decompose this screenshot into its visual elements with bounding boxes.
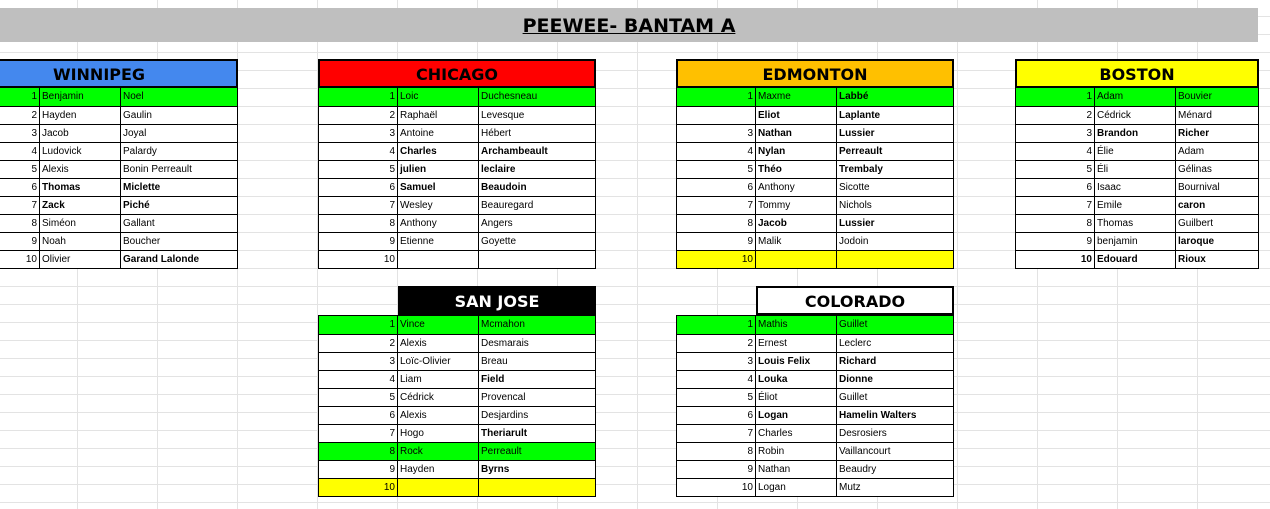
cell-number[interactable]: 6 [677, 179, 756, 196]
cell-last-name[interactable]: Piché [123, 200, 150, 211]
cell-last-name[interactable]: Perreault [481, 446, 522, 457]
cell-first-name[interactable]: Raphaël [398, 107, 479, 124]
cell-first-name[interactable]: Élie [1095, 143, 1176, 160]
cell-number[interactable]: 10 [677, 479, 756, 496]
table-row[interactable] [677, 460, 953, 478]
cell-number[interactable]: 5 [319, 389, 398, 406]
cell-number[interactable]: 9 [677, 461, 756, 478]
cell-number[interactable]: 10 [319, 251, 398, 268]
team-header-chicago[interactable]: CHICAGO [318, 59, 596, 88]
cell-number[interactable]: 8 [319, 215, 398, 232]
cell-last-name[interactable]: Labbé [839, 91, 869, 102]
cell-number[interactable]: 4 [319, 143, 398, 160]
cell-first-name[interactable]: Ernest [756, 335, 837, 352]
cell-last-name[interactable]: Guillet [839, 392, 868, 403]
cell-first-name[interactable] [398, 479, 479, 496]
cell-first-name[interactable] [756, 251, 837, 268]
sheet-title-bar [0, 8, 1258, 42]
roster-chicago [318, 88, 596, 269]
table-row[interactable] [1016, 142, 1258, 160]
cell-last-name[interactable]: Joyal [123, 128, 147, 139]
cell-last-name[interactable]: Guillet [839, 319, 868, 330]
cell-last-name[interactable]: Richard [839, 356, 877, 367]
table-row[interactable] [677, 478, 953, 496]
table-row[interactable] [0, 250, 237, 268]
cell-first-name[interactable]: Maxme [756, 88, 837, 106]
cell-last-name[interactable]: Sicotte [839, 182, 870, 193]
table-row[interactable] [319, 160, 595, 178]
roster-edmonton [676, 88, 954, 269]
cell-number[interactable]: 8 [0, 215, 40, 232]
cell-last-name[interactable]: Archambeault [481, 146, 548, 157]
cell-number[interactable]: 10 [0, 251, 40, 268]
cell-last-name[interactable]: Provencal [481, 392, 526, 403]
cell-last-name[interactable]: Beaudry [839, 464, 877, 475]
cell-last-name[interactable]: leclaire [481, 164, 516, 175]
cell-first-name[interactable]: Liam [398, 371, 479, 388]
table-row[interactable] [0, 160, 237, 178]
cell-number[interactable]: 8 [319, 443, 398, 460]
cell-number[interactable]: 2 [0, 107, 40, 124]
cell-number[interactable]: 7 [0, 197, 40, 214]
team-header-boston[interactable]: BOSTON [1015, 59, 1259, 88]
table-row[interactable] [1016, 178, 1258, 196]
cell-number[interactable]: 6 [0, 179, 40, 196]
cell-last-name[interactable]: Palardy [123, 146, 157, 157]
cell-first-name[interactable]: Alexis [398, 335, 479, 352]
cell-last-name[interactable]: Dionne [839, 374, 873, 385]
cell-first-name[interactable]: Hogo [398, 425, 479, 442]
cell-first-name[interactable]: Isaac [1095, 179, 1176, 196]
table-row[interactable] [1016, 250, 1258, 268]
cell-first-name[interactable]: Nathan [756, 461, 837, 478]
cell-last-name[interactable]: Guilbert [1178, 218, 1214, 229]
cell-number[interactable]: 4 [0, 143, 40, 160]
cell-first-name[interactable]: Adam [1095, 88, 1176, 106]
table-row[interactable] [677, 160, 953, 178]
table-row[interactable] [0, 196, 237, 214]
team-chicago [318, 59, 596, 269]
cell-last-name[interactable]: Byrns [481, 464, 510, 475]
cell-number[interactable]: 9 [319, 233, 398, 250]
table-row[interactable] [319, 250, 595, 268]
cell-first-name[interactable]: Ludovick [40, 143, 121, 160]
team-header-san-jose[interactable]: SAN JOSE [398, 286, 596, 315]
table-row[interactable] [0, 232, 237, 250]
table-row[interactable] [1016, 232, 1258, 250]
table-row[interactable] [1016, 88, 1258, 106]
cell-last-name[interactable]: laroque [1178, 236, 1215, 247]
table-row[interactable] [677, 124, 953, 142]
cell-first-name[interactable]: Nylan [756, 143, 837, 160]
cell-first-name[interactable]: Edouard [1095, 251, 1176, 268]
cell-first-name[interactable]: Loïc-Olivier [398, 353, 479, 370]
table-row[interactable] [319, 424, 595, 442]
table-row[interactable] [319, 142, 595, 160]
cell-last-name[interactable]: Miclette [123, 182, 161, 193]
table-row[interactable] [319, 178, 595, 196]
cell-number[interactable]: 9 [677, 233, 756, 250]
table-row[interactable] [677, 442, 953, 460]
cell-number[interactable]: 4 [1016, 143, 1095, 160]
cell-last-name[interactable]: Desrosiers [839, 428, 887, 439]
cell-number[interactable]: 8 [1016, 215, 1095, 232]
cell-first-name[interactable]: Brandon [1095, 125, 1176, 142]
cell-number[interactable]: 7 [319, 197, 398, 214]
roster-san-jose [318, 315, 596, 497]
cell-number[interactable]: 3 [677, 125, 756, 142]
table-row[interactable] [677, 424, 953, 442]
table-row[interactable] [677, 178, 953, 196]
table-row[interactable] [677, 370, 953, 388]
cell-last-name[interactable]: Vaillancourt [839, 446, 891, 457]
table-row[interactable] [319, 106, 595, 124]
cell-first-name[interactable]: Rock [398, 443, 479, 460]
cell-first-name[interactable]: Cédrick [1095, 107, 1176, 124]
cell-last-name[interactable]: Rioux [1178, 254, 1206, 265]
roster-winnipeg [0, 88, 238, 269]
cell-last-name[interactable]: Perreault [839, 146, 883, 157]
cell-first-name[interactable]: Mathis [756, 316, 837, 334]
table-row[interactable] [677, 142, 953, 160]
cell-last-name[interactable]: Trembaly [839, 164, 883, 175]
cell-number[interactable]: 3 [0, 125, 40, 142]
cell-first-name[interactable]: Thomas [40, 179, 121, 196]
table-row[interactable] [677, 406, 953, 424]
table-row[interactable] [677, 334, 953, 352]
cell-last-name[interactable] [837, 251, 953, 268]
cell-first-name[interactable]: Anthony [398, 215, 479, 232]
cell-first-name[interactable]: Logan [756, 479, 837, 496]
cell-number[interactable]: 5 [677, 161, 756, 178]
team-boston [1015, 59, 1259, 269]
cell-first-name[interactable]: benjamin [1095, 233, 1176, 250]
cell-number[interactable]: 10 [1016, 251, 1095, 268]
table-row[interactable] [0, 106, 237, 124]
table-row[interactable] [677, 352, 953, 370]
cell-last-name[interactable]: Theriarult [481, 428, 528, 439]
cell-last-name[interactable]: Bournival [1178, 182, 1220, 193]
table-row[interactable] [1016, 124, 1258, 142]
cell-first-name[interactable]: Loic [398, 88, 479, 106]
table-row[interactable] [1016, 214, 1258, 232]
table-row[interactable] [319, 232, 595, 250]
roster-boston [1015, 88, 1259, 269]
cell-last-name[interactable]: Gélinas [1178, 164, 1212, 175]
team-header-winnipeg[interactable]: WINNIPEG [0, 59, 238, 88]
cell-number[interactable] [677, 107, 756, 124]
cell-last-name[interactable]: Noel [123, 91, 144, 102]
cell-last-name[interactable]: Desjardins [481, 410, 529, 421]
cell-first-name[interactable]: Éli [1095, 161, 1176, 178]
cell-last-name[interactable]: Goyette [481, 236, 517, 247]
cell-first-name[interactable]: Tommy [756, 197, 837, 214]
cell-first-name[interactable]: Anthony [756, 179, 837, 196]
cell-last-name[interactable]: Boucher [123, 236, 161, 247]
roster-colorado [676, 315, 954, 497]
cell-number[interactable]: 9 [1016, 233, 1095, 250]
cell-first-name[interactable]: Vince [398, 316, 479, 334]
table-row[interactable] [319, 370, 595, 388]
cell-first-name[interactable]: Thomas [1095, 215, 1176, 232]
cell-first-name[interactable]: Louis Felix [756, 353, 837, 370]
table-row[interactable] [319, 88, 595, 106]
cell-last-name[interactable]: Richer [1178, 128, 1210, 139]
cell-number[interactable]: 6 [319, 179, 398, 196]
cell-last-name[interactable]: Nichols [839, 200, 872, 211]
team-edmonton [676, 59, 954, 269]
table-row[interactable] [1016, 196, 1258, 214]
cell-number[interactable]: 2 [677, 335, 756, 352]
cell-number[interactable]: 2 [319, 107, 398, 124]
cell-number[interactable]: 10 [677, 251, 756, 268]
table-row[interactable] [0, 124, 237, 142]
cell-number[interactable]: 7 [677, 425, 756, 442]
cell-number[interactable]: 1 [677, 316, 756, 334]
cell-last-name[interactable]: Gallant [123, 218, 155, 229]
cell-number[interactable]: 3 [319, 353, 398, 370]
team-header-edmonton[interactable]: EDMONTON [676, 59, 954, 88]
cell-first-name[interactable]: Emile [1095, 197, 1176, 214]
cell-number[interactable]: 6 [677, 407, 756, 424]
cell-number[interactable]: 8 [677, 215, 756, 232]
cell-first-name[interactable]: Olivier [40, 251, 121, 268]
cell-first-name[interactable]: Samuel [398, 179, 479, 196]
cell-first-name[interactable]: Wesley [398, 197, 479, 214]
cell-number[interactable]: 2 [319, 335, 398, 352]
cell-number[interactable]: 4 [677, 143, 756, 160]
cell-number[interactable]: 2 [1016, 107, 1095, 124]
cell-first-name[interactable]: Malik [756, 233, 837, 250]
cell-number[interactable]: 9 [319, 461, 398, 478]
cell-first-name[interactable]: Logan [756, 407, 837, 424]
sheet-title: PEEWEE- BANTAM A [522, 15, 736, 37]
cell-last-name[interactable]: Hébert [481, 128, 512, 139]
cell-last-name[interactable]: Desmarais [481, 338, 529, 349]
cell-first-name[interactable]: Jacob [756, 215, 837, 232]
table-row[interactable] [677, 106, 953, 124]
table-row[interactable] [319, 478, 595, 496]
cell-first-name[interactable]: Cédrick [398, 389, 479, 406]
cell-number[interactable]: 5 [0, 161, 40, 178]
cell-first-name[interactable]: Hayden [40, 107, 121, 124]
cell-first-name[interactable]: Jacob [40, 125, 121, 142]
cell-last-name[interactable]: Lussier [839, 128, 875, 139]
cell-last-name[interactable]: Mutz [839, 482, 861, 493]
cell-first-name[interactable]: Éliot [756, 389, 837, 406]
team-colorado [676, 286, 954, 497]
cell-number[interactable]: 9 [0, 233, 40, 250]
table-row[interactable] [677, 196, 953, 214]
cell-number[interactable]: 4 [319, 371, 398, 388]
table-row[interactable] [0, 214, 237, 232]
cell-number[interactable]: 1 [1016, 88, 1095, 106]
cell-first-name[interactable]: Eliot [756, 107, 837, 124]
cell-last-name[interactable]: Angers [481, 218, 513, 229]
table-row[interactable] [319, 406, 595, 424]
cell-last-name[interactable]: Gaulin [123, 110, 152, 121]
cell-last-name[interactable]: Lussier [839, 218, 875, 229]
cell-last-name[interactable]: caron [1178, 200, 1206, 211]
cell-last-name[interactable]: Bonin Perreault [123, 164, 192, 175]
cell-first-name[interactable]: Noah [40, 233, 121, 250]
cell-last-name[interactable]: Breau [481, 356, 508, 367]
cell-last-name[interactable]: Field [481, 374, 505, 385]
table-row[interactable] [319, 196, 595, 214]
cell-first-name[interactable]: Benjamin [40, 88, 121, 106]
cell-number[interactable]: 7 [1016, 197, 1095, 214]
table-row[interactable] [319, 352, 595, 370]
cell-number[interactable]: 6 [1016, 179, 1095, 196]
cell-last-name[interactable]: Adam [1178, 146, 1205, 157]
cell-first-name[interactable]: Hayden [398, 461, 479, 478]
table-row[interactable] [319, 442, 595, 460]
cell-number[interactable]: 7 [677, 197, 756, 214]
cell-first-name[interactable] [398, 251, 479, 268]
cell-number[interactable]: 10 [319, 479, 398, 496]
table-row[interactable] [677, 250, 953, 268]
cell-first-name[interactable]: Charles [398, 143, 479, 160]
cell-first-name[interactable]: Siméon [40, 215, 121, 232]
team-header-colorado[interactable]: COLORADO [756, 286, 954, 315]
cell-last-name[interactable]: Bouvier [1178, 91, 1212, 102]
cell-number[interactable]: 7 [319, 425, 398, 442]
cell-number[interactable]: 5 [1016, 161, 1095, 178]
cell-number[interactable]: 8 [677, 443, 756, 460]
table-row[interactable] [677, 388, 953, 406]
cell-last-name[interactable] [479, 251, 595, 268]
cell-last-name[interactable]: Levesque [481, 110, 525, 121]
cell-first-name[interactable]: Robin [756, 443, 837, 460]
cell-number[interactable]: 5 [319, 161, 398, 178]
cell-number[interactable]: 3 [319, 125, 398, 142]
cell-last-name[interactable]: Beauregard [481, 200, 534, 211]
team-san-jose [318, 286, 596, 497]
cell-number[interactable]: 1 [319, 88, 398, 106]
cell-first-name[interactable]: Alexis [40, 161, 121, 178]
cell-last-name[interactable] [479, 479, 595, 496]
cell-last-name[interactable]: Laplante [839, 110, 881, 121]
cell-number[interactable]: 5 [677, 389, 756, 406]
cell-first-name[interactable]: Zack [40, 197, 121, 214]
cell-first-name[interactable]: Louka [756, 371, 837, 388]
cell-first-name[interactable]: Nathan [756, 125, 837, 142]
table-row[interactable] [677, 232, 953, 250]
table-row[interactable] [677, 88, 953, 106]
cell-number[interactable]: 6 [319, 407, 398, 424]
table-row[interactable] [319, 388, 595, 406]
table-row[interactable] [0, 142, 237, 160]
cell-last-name[interactable]: Duchesneau [481, 91, 538, 102]
cell-last-name[interactable]: Hamelin Walters [839, 410, 917, 421]
cell-last-name[interactable]: Ménard [1178, 110, 1212, 121]
team-winnipeg [0, 59, 238, 269]
cell-last-name[interactable]: Beaudoin [481, 182, 527, 193]
cell-first-name[interactable]: Etienne [398, 233, 479, 250]
cell-last-name[interactable]: Mcmahon [481, 319, 525, 330]
table-row[interactable] [319, 334, 595, 352]
table-row[interactable] [319, 214, 595, 232]
cell-first-name[interactable]: julien [398, 161, 479, 178]
cell-first-name[interactable]: Antoine [398, 125, 479, 142]
table-row[interactable] [677, 316, 953, 334]
table-row[interactable] [319, 124, 595, 142]
table-row[interactable] [1016, 106, 1258, 124]
table-row[interactable] [1016, 160, 1258, 178]
cell-number[interactable]: 4 [677, 371, 756, 388]
cell-number[interactable]: 3 [1016, 125, 1095, 142]
table-row[interactable] [677, 214, 953, 232]
cell-first-name[interactable]: Théo [756, 161, 837, 178]
table-row[interactable] [0, 88, 237, 106]
table-row[interactable] [319, 460, 595, 478]
cell-number[interactable]: 1 [0, 88, 40, 106]
cell-last-name[interactable]: Leclerc [839, 338, 872, 349]
table-row[interactable] [0, 178, 237, 196]
cell-number[interactable]: 1 [677, 88, 756, 106]
cell-last-name[interactable]: Garand Lalonde [123, 254, 200, 265]
cell-first-name[interactable]: Charles [756, 425, 837, 442]
cell-first-name[interactable]: Alexis [398, 407, 479, 424]
table-row[interactable] [319, 316, 595, 334]
cell-number[interactable]: 3 [677, 353, 756, 370]
cell-number[interactable]: 1 [319, 316, 398, 334]
cell-last-name[interactable]: Jodoin [839, 236, 869, 247]
